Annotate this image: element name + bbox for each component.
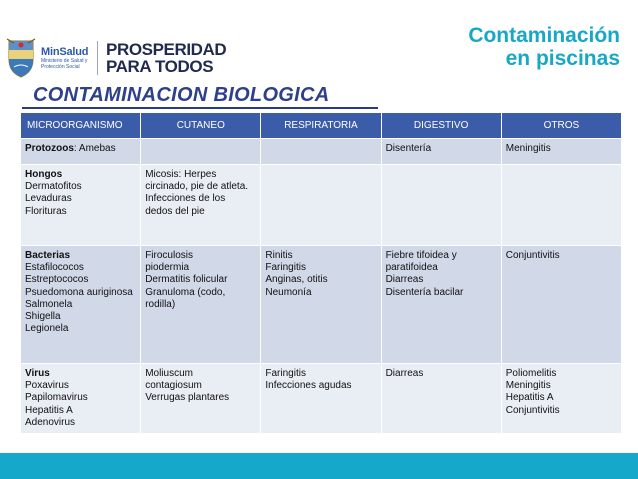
organism-detail: Dermatofitos Levaduras Florituras <box>25 181 82 217</box>
cell-digestivo: Disentería <box>381 139 501 165</box>
cell-cutaneo: Micosis: Herpes circinado, pie de atleta. Infecciones de los dedos del pie <box>141 165 261 246</box>
prosperidad-line2: PARA TODOS <box>106 57 214 76</box>
cell-microorganismo <box>21 364 141 434</box>
column-header-digestivo: DIGESTIVO <box>381 113 501 139</box>
minsalud-name: MinSalud <box>41 46 89 58</box>
cell-microorganismo <box>21 246 141 364</box>
slide-title <box>468 24 620 70</box>
table-header-row <box>21 113 622 139</box>
organism-name: Bacterias <box>25 250 71 261</box>
logo-area <box>6 36 226 80</box>
cell-otros <box>501 165 621 246</box>
contamination-table <box>20 112 622 434</box>
cell-digestivo: Diarreas <box>381 364 501 434</box>
cell-otros: Poliomelitis Meningitis Hepatitis A Conjuntivitis <box>501 364 621 434</box>
minsalud-subtitle: Ministerio de Salud y Protección Social <box>41 58 88 70</box>
slide-title-line1: Contaminación <box>468 24 620 47</box>
column-header-cutaneo: CUTANEO <box>141 113 261 139</box>
cell-respiratoria: Rinitis Faringitis Anginas, otitis Neumonía <box>261 246 381 364</box>
cell-otros: Conjuntivitis <box>501 246 621 364</box>
organism-name: Hongos <box>25 169 63 180</box>
cell-respiratoria <box>261 165 381 246</box>
prosperidad-line1: PROSPERIDAD <box>106 40 227 59</box>
table-row <box>21 165 622 246</box>
organism-detail: : Amebas <box>73 143 116 154</box>
table-row <box>21 246 622 364</box>
table-row <box>21 139 622 165</box>
table-row <box>21 364 622 434</box>
slide-title-line2: en piscinas <box>505 47 620 70</box>
footer-bar <box>0 453 638 479</box>
cell-cutaneo: Moliuscum contagiosum Verrugas plantares <box>141 364 261 434</box>
cell-cutaneo <box>141 139 261 165</box>
cell-cutaneo: Firoculosis piodermia Dermatitis folicular Granuloma (codo, rodilla) <box>141 246 261 364</box>
organism-name: Virus <box>25 368 50 379</box>
minsalud-logo <box>41 37 91 79</box>
cell-microorganismo <box>21 165 141 246</box>
cell-otros: Meningitis <box>501 139 621 165</box>
prosperidad-logo <box>106 41 226 75</box>
column-header-otros: OTROS <box>501 113 621 139</box>
cell-microorganismo <box>21 139 141 165</box>
organism-detail: Poxavirus Papilomavirus Hepatitis A Adenovirus <box>25 380 88 428</box>
column-header-respiratoria: RESPIRATORIA <box>261 113 381 139</box>
column-header-microorganismo: MICROORGANISMO <box>21 113 141 139</box>
coat-of-arms-icon <box>6 37 36 79</box>
organism-name: Protozoos <box>25 143 74 154</box>
section-title-underline <box>22 107 378 109</box>
cell-digestivo <box>381 165 501 246</box>
cell-respiratoria: Faringitis Infecciones agudas <box>261 364 381 434</box>
section-title: CONTAMINACION BIOLOGICA <box>33 84 330 106</box>
cell-respiratoria <box>261 139 381 165</box>
organism-detail: Estafilococos Estreptococos Psuedomona auriginosa Salmonela Shigella Legionela <box>25 262 133 335</box>
cell-digestivo: Fiebre tifoidea y paratifoidea Diarreas Disentería bacilar <box>381 246 501 364</box>
logo-divider <box>97 41 98 75</box>
